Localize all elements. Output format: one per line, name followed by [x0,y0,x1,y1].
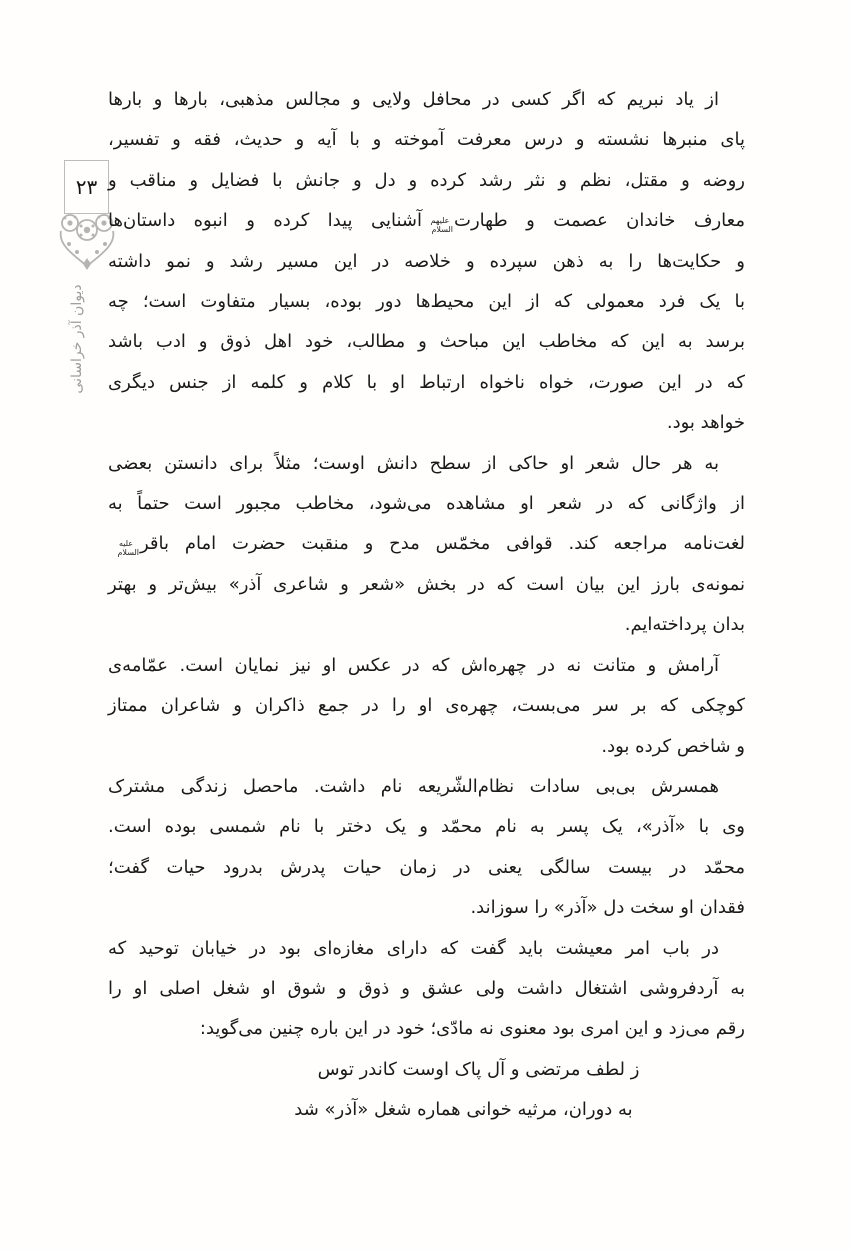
page-number-box [64,160,109,214]
text-line: روضه و مقتل، نظم و نثر رشد کرده و دل و جانش با فضایل و مناقب و [108,169,745,191]
text-line: به آردفروشی اشتغال داشت ولی عشق و ذوق و شوق او شغل اصلی او را [108,977,745,999]
line-text: آشنایی پیدا کرده و انبوه داستان‌ها [108,210,422,232]
paragraph-1 [108,80,745,444]
text-line: از واژگانی که در شعر او مشاهده می‌شود، مخاطب مجبور است حتماً به [108,493,745,515]
book-title-text: دیوان آذر خراسانی [69,284,85,394]
verse-line: ز لطف مرتضی و آل پاک اوست کاندر توس [317,1058,640,1080]
text-line: وی با «آذر»، یک پسر به نام محمّد و یک دختر با نام شمسی بوده است. [108,816,745,838]
text-line: و حکایت‌ها را به ذهن سپرده و خلاصه در این مسیر رشد و نمو داشته [108,250,745,272]
paragraph-3 [108,646,745,767]
honorific-seal: علیه السلام [117,539,139,558]
line-text: لغت‌نامه مراجعه کند. قوافی مخمّس مدح و منقبت حضرت امام باقر [140,533,745,555]
honorific-seal: علیهم السلام [430,216,453,235]
page-number: ۲۳ [75,175,98,199]
text-line: همسرش بی‌بی سادات نظام‌الشّریعه نام داشت. ماحصل زندگی مشترک [108,775,719,797]
text-line: برسد به این که مخاطب این مباحث و مطالب، خود اهل ذوق و ادب باشد [108,331,745,353]
text-line: پای منبرها نشسته و درس معرفت آموخته و با آیه و حدیث، فقه و تفسیر، [108,129,745,151]
text-line: به هر حال شعر او حاکی از سطح دانش اوست؛ مثلاً برای دانستن بعضی [108,452,719,474]
text-line: کوچکی که بر سر می‌بست، چهره‌ی او را در جمع ذاکران و شاعران ممتاز [108,695,745,717]
text-line: نمونه‌ی بارز این بیان است که در بخش «شعر و شاعری آذر» بیش‌تر و بهتر [108,573,745,595]
text-line: در باب امر معیشت باید گفت که دارای مغازه‌ای بود در خیابان توحید که [108,937,719,959]
poem [108,1050,745,1131]
text-line: خواهد بود. [666,412,745,434]
text-line: بدان پرداخته‌ایم. [624,614,745,636]
text-line: با یک فرد معمولی که از این محیط‌ها دور بوده، بسیار متفاوت است؛ چه [108,291,745,313]
line-text: معارف خاندان عصمت و طهارت [454,210,745,232]
text-line: محمّد در بیست سالگی یعنی در زمان حیات پدرش بدرود حیات گفت؛ [108,856,745,878]
paragraph-2 [108,444,745,646]
text-line: فقدان او سخت دل «آذر» را سوزاند. [470,897,745,919]
text-line: از یاد نبریم که اگر کسی در محافل ولایی و مجالس مذهبی، بارها و بارها [108,89,719,110]
text-line [108,524,745,564]
paragraph-4 [108,767,745,929]
paragraph-5 [108,929,745,1050]
text-line: و شاخص کرده بود. [601,735,745,757]
text-line: رقم می‌زد و این امری بود معنوی نه مادّی؛ خود در این باره چنین می‌گوید: [199,1018,745,1040]
text-line: آرامش و متانت نه در چهره‌اش که در عکس او نیز نمایان است. عمّامه‌ی [108,654,719,676]
text-column [108,80,745,1131]
text-line: که در این صورت، خواه ناخواه ارتباط او با کلام و کلمه از جنس دیگری [108,371,745,393]
verse-line: به دوران، مرثیه خوانی هماره شغل «آذر» شد [294,1099,633,1121]
text-line [108,201,745,241]
